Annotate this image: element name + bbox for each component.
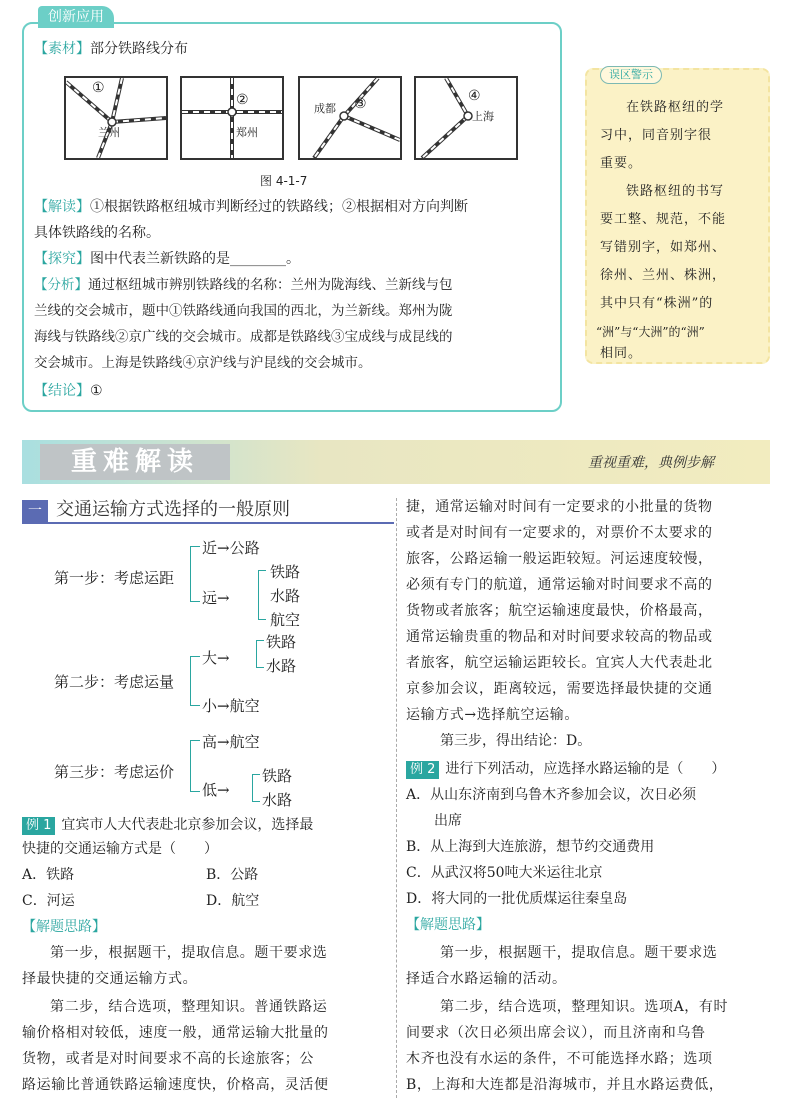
example2-para-3: 第二步，结合选项，整理知识。选项A，有时 bbox=[440, 999, 729, 1015]
step1-near: 近→公路 bbox=[202, 539, 260, 557]
low-item-rail: 铁路 bbox=[262, 767, 293, 785]
example2-para-2: 择适合水路运输的活动。 bbox=[406, 971, 567, 987]
map-chengdu bbox=[298, 76, 402, 160]
right-line-5: 货物或者旅客；航空运输速度最快，价格最高， bbox=[406, 603, 713, 619]
example1-question-2: 快捷的交通运输方式是（ ） bbox=[22, 841, 218, 857]
example1-para-6: 路运输比普通铁路运输速度快，价格高，灵活便 bbox=[22, 1077, 329, 1093]
material-tag: 【素材】 bbox=[34, 41, 90, 57]
step2-big-brace bbox=[256, 640, 264, 668]
section-number: 一 bbox=[22, 500, 48, 522]
fenxi-text-1: 通过枢纽城市辨别铁路线的名称：兰州为陇海线、兰新线与包 bbox=[88, 277, 453, 293]
example2-question bbox=[406, 756, 725, 782]
step2-label: 第二步：考虑运量 bbox=[54, 673, 175, 691]
example1-option-b: B．公路 bbox=[206, 867, 259, 883]
material-line bbox=[34, 36, 188, 62]
right-line-6: 通常运输贵重的物品和对时间要求较高的物品或 bbox=[406, 629, 713, 645]
example1-para-5: 货物，或者是对时间要求不高的长途旅客；公 bbox=[22, 1051, 314, 1067]
note-line-6: 写错别字，如郑州、 bbox=[600, 240, 727, 255]
map3-city: 成都 bbox=[314, 102, 336, 115]
example1-question-1 bbox=[22, 812, 313, 838]
innovation-tab: 创新应用 bbox=[38, 6, 114, 28]
banner-title: 重难解读 bbox=[40, 444, 230, 480]
example2-option-a-1: A．从山东济南到乌鲁木齐参加会议，次日必须 bbox=[406, 787, 697, 803]
map-lanzhou bbox=[64, 76, 168, 160]
note-line-10: 相同。 bbox=[600, 346, 643, 361]
step1-far-brace bbox=[258, 570, 266, 620]
far-item-air: 航空 bbox=[270, 611, 301, 629]
tanjiu-line bbox=[34, 246, 300, 272]
right-line-1: 捷，通常运输对时间有一定要求的小批量的货物 bbox=[406, 499, 713, 515]
low-item-water: 水路 bbox=[262, 791, 293, 809]
big-item-water: 水路 bbox=[266, 657, 297, 675]
jiedu-line-1 bbox=[34, 194, 468, 220]
example1-option-c: C．河运 bbox=[22, 893, 75, 909]
jielun-tag: 【结论】 bbox=[34, 383, 90, 399]
column-divider bbox=[396, 498, 397, 1098]
step3-brace bbox=[190, 740, 200, 792]
map4-num: ④ bbox=[468, 88, 481, 104]
example1-tag: 例 1 bbox=[22, 817, 55, 835]
far-item-rail: 铁路 bbox=[270, 563, 301, 581]
note-line-5: 要工整、规范，不能 bbox=[600, 212, 727, 227]
tanjiu-text: 图中代表兰新铁路的是________。 bbox=[90, 251, 300, 267]
step1-brace bbox=[190, 546, 200, 602]
jiedu-text-1: ①根据铁路枢纽城市判断经过的铁路线；②根据相对方向判断 bbox=[90, 199, 468, 215]
fenxi-line-2: 兰线的交会城市，题中①铁路线通向我国的西北，为兰新线。郑州为陇 bbox=[34, 303, 453, 319]
example2-para-6: B，上海和大连都是沿海城市，并且水路运费低， bbox=[406, 1077, 724, 1093]
jiedu-line-2: 具体铁路线的名称。 bbox=[34, 225, 160, 241]
step3-low: 低→ bbox=[202, 781, 230, 799]
jielun-text: ① bbox=[90, 383, 103, 399]
map2-num: ② bbox=[236, 92, 249, 108]
far-item-water: 水路 bbox=[270, 587, 301, 605]
misconception-tab: 误区警示 bbox=[600, 66, 662, 84]
example1-option-a: A．铁路 bbox=[22, 867, 75, 883]
note-line-4: 铁路枢纽的书写 bbox=[626, 184, 725, 199]
step2-brace bbox=[190, 656, 200, 706]
note-line-7: 徐州、兰州、株洲， bbox=[600, 268, 727, 283]
example1-para-3: 第二步，结合选项，整理知识。普通铁路运 bbox=[50, 999, 328, 1015]
example1-text-1: 宜宾市人大代表赴北京参加会议，选择最 bbox=[61, 817, 314, 833]
example2-tag: 例 2 bbox=[406, 761, 439, 779]
jiedu-tag: 【解读】 bbox=[34, 199, 90, 215]
example2-option-d: D．将大同的一批优质煤运往秦皇岛 bbox=[406, 891, 628, 907]
tanjiu-tag: 【探究】 bbox=[34, 251, 90, 267]
example2-option-b: B．从上海到大连旅游，想节约交通费用 bbox=[406, 839, 655, 855]
figure-caption: 图 4-1-7 bbox=[260, 174, 308, 188]
right-line-2: 或者是对时间有一定要求的，对票价不太要求的 bbox=[406, 525, 713, 541]
fenxi-line-4: 交会城市。上海是铁路线④京沪线与沪昆线的交会城市。 bbox=[34, 355, 372, 371]
fenxi-tag: 【分析】 bbox=[34, 277, 88, 293]
map-shanghai bbox=[414, 76, 518, 160]
big-item-rail: 铁路 bbox=[266, 633, 297, 651]
example2-para-5: 木齐也没有水运的条件，不可能选择水路；选项 bbox=[406, 1051, 713, 1067]
section-underline bbox=[22, 522, 394, 524]
fenxi-line-1 bbox=[34, 272, 453, 298]
example1-option-d: D．航空 bbox=[206, 893, 260, 909]
step1-far: 远→ bbox=[202, 589, 230, 607]
example1-para-1: 第一步，根据题干，提取信息。题干要求选 bbox=[50, 945, 328, 961]
example2-think-tag: 【解题思路】 bbox=[406, 917, 490, 933]
map4-city: 上海 bbox=[472, 110, 494, 123]
step2-big: 大→ bbox=[202, 649, 230, 667]
material-text: 部分铁路线分布 bbox=[90, 41, 188, 57]
note-line-8: 其中只有“株洲”的 bbox=[600, 296, 714, 311]
example2-para-4: 间要求（次日必须出席会议），而且济南和乌鲁 bbox=[406, 1025, 706, 1041]
note-line-3: 重要。 bbox=[600, 156, 643, 171]
banner-slogan: 重视重难，典例步解 bbox=[588, 455, 714, 471]
right-line-3: 旅客，公路运输一般运距较短。河运速度较慢， bbox=[406, 551, 713, 567]
right-step3: 第三步，得出结论：D。 bbox=[440, 733, 592, 749]
note-line-1: 在铁路枢纽的学 bbox=[626, 100, 725, 115]
step1-label: 第一步：考虑运距 bbox=[54, 569, 175, 587]
jielun-line bbox=[34, 378, 103, 404]
note-line-2: 习中，同音别字很 bbox=[600, 128, 713, 143]
right-line-8: 京参加会议，距离较远，需要选择最快捷的交通 bbox=[406, 681, 713, 697]
map3-num: ③ bbox=[354, 96, 367, 112]
right-line-7: 者旅客，航空运输运距较长。宜宾人大代表赴北 bbox=[406, 655, 713, 671]
map1-city: 兰州 bbox=[98, 126, 120, 139]
section-title: 交通运输方式选择的一般原则 bbox=[56, 499, 290, 520]
step2-small: 小→航空 bbox=[202, 697, 260, 715]
example1-para-2: 择最快捷的交通运输方式。 bbox=[22, 971, 198, 987]
step3-low-brace bbox=[252, 774, 260, 802]
example2-text: 进行下列活动，应选择水路运输的是（ ） bbox=[445, 761, 726, 777]
map1-num: ① bbox=[92, 80, 105, 96]
right-line-4: 必须有专门的航道，通常运输对时间要求不高的 bbox=[406, 577, 713, 593]
note-line-9: “洲”与“大洲”的“洲” bbox=[596, 325, 705, 339]
example2-para-1: 第一步，根据题干，提取信息。题干要求选 bbox=[440, 945, 718, 961]
step3-label: 第三步：考虑运价 bbox=[54, 763, 175, 781]
step3-high: 高→航空 bbox=[202, 733, 260, 751]
right-line-9: 运输方式→选择航空运输。 bbox=[406, 707, 579, 723]
example1-para-4: 输价格相对较低，速度一般，通常运输大批量的 bbox=[22, 1025, 329, 1041]
map2-city: 郑州 bbox=[236, 126, 258, 139]
map-zhengzhou bbox=[180, 76, 284, 160]
example2-option-a-2: 出席 bbox=[434, 813, 462, 829]
fenxi-line-3: 海线与铁路线②京广线的交会城市。成都是铁路线③宝成线与成昆线的 bbox=[34, 329, 453, 345]
example2-option-c: C．从武汉将50吨大米运往北京 bbox=[406, 865, 603, 881]
example1-think-tag: 【解题思路】 bbox=[22, 919, 106, 935]
